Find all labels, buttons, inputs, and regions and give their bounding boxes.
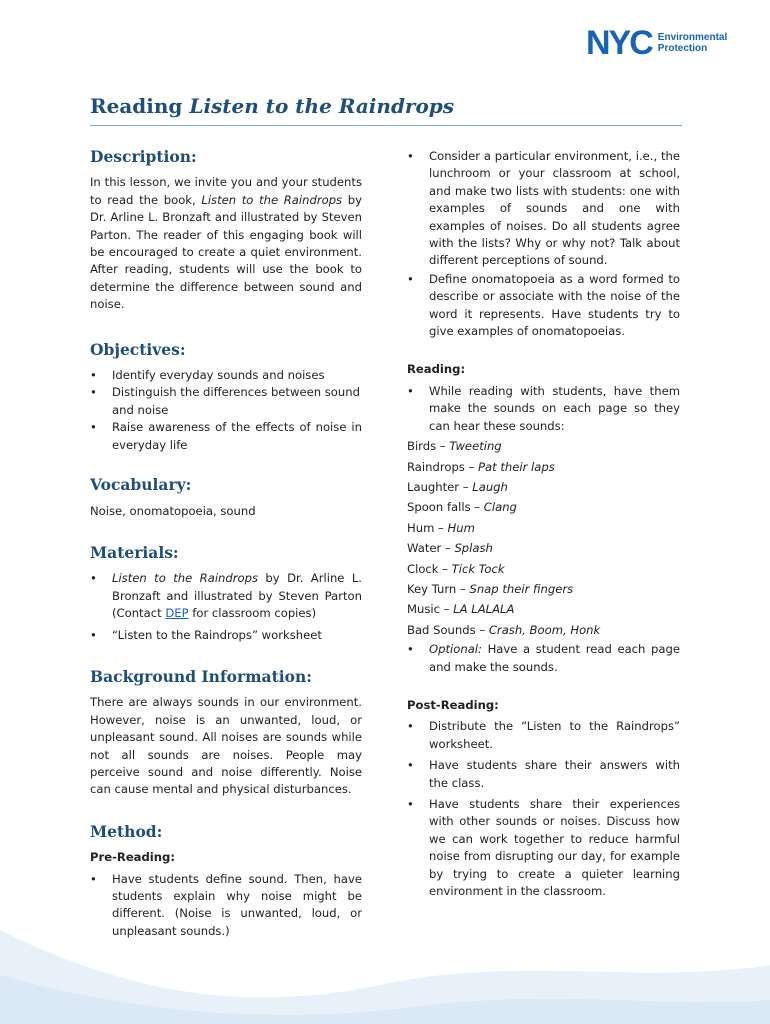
sound-pair [407,497,680,517]
reading-optional-list [407,641,680,676]
materials-list [90,570,362,644]
dash: – [464,459,479,474]
title-prefix: Reading [90,94,190,118]
title-book: Listen to the Raindrops [189,94,455,118]
dash: – [475,622,489,637]
method-heading: Method: [90,821,163,841]
pre-reading-list-continued [407,148,680,340]
sound-source: Water [407,541,442,556]
post-reading-item: • Distribute the “Listen to the Raindrops” worksheet. [407,718,680,753]
sound-action: Splash [454,541,493,556]
dash: – [440,602,454,617]
sound-source: Laughter [407,479,460,494]
material-text-part: by Dr. Arline L. Bronzaft and illustrated by Steven Parton (Contact [112,571,362,621]
logo-line-2: Protection [657,43,708,54]
pre-reading-heading: Pre-Reading: [90,850,175,865]
reading-list [407,383,680,435]
sound-action: Pat their laps [478,459,555,474]
pre-reading-item: • Consider a particular environment, i.e., the lunchroom or your classroom at school, and make two lists with students: one with examples of sounds and one with examples of noises. Do all students agree with the lists? Why or why not? Talk about different perceptions of sound. [407,148,680,270]
material-item [90,570,362,622]
sound-action: Tweeting [449,439,502,454]
objective-item: • Identify everyday sounds and noises [90,367,362,384]
objectives-list [90,367,362,454]
background-text: There are always sounds in our environment. However, noise is an unwanted, loud, or unpleasant sound. All noises are sounds while not all sounds are noises. People may perceive sound and noise differently. Noise can cause mental and physical disturbances. [90,695,362,797]
description-heading: Description: [90,147,197,166]
vocabulary-section [90,476,362,520]
sound-pair [407,559,680,579]
reading-heading: Reading: [407,362,466,377]
sound-source: Hum [407,520,435,535]
post-reading-item: • Have students share their experiences with other sounds or noises. Discuss how we can work together to reduce harmful noise from disrupting our day, for example by trying to create a quieter learning environment in the classroom. [407,796,680,900]
objectives-section [90,341,362,454]
sound-source: Music [407,602,440,617]
description-text [90,174,362,313]
pre-reading-list [90,871,362,941]
sound-action: Snap their fingers [469,581,574,596]
objective-item: • Distinguish the differences between sound and noise [90,384,362,419]
sound-action: LA LALALA [453,602,515,617]
nyc-logo-wordmark: NYC [586,24,652,62]
material-text-part: for classroom copies) [188,606,317,621]
logo-subtitle [658,32,727,54]
sound-source: Bad Sounds [407,622,476,637]
post-reading-section [407,697,680,900]
post-reading-item: • Have students share their answers with the class. [407,757,680,792]
objectives-heading: Objectives: [90,339,186,359]
page-title [90,94,454,118]
sound-pair [407,436,680,456]
sound-pair [407,599,680,619]
sound-action: Hum [447,520,475,535]
reading-intro-item: • While reading with students, have them make the sounds on each page so they can hear these sounds: [407,383,680,435]
logo-line-1: Environmental [657,32,728,43]
sound-source: Raindrops [407,459,465,474]
sound-pairs [407,436,680,640]
materials-section [90,544,362,644]
dash: – [436,439,450,454]
sound-pair [407,620,680,640]
reading-optional-item [407,641,680,676]
sound-pair [407,477,680,497]
description-text-part: by Dr. Arline L. Bronzaft and illustrated by Steven Parton. The reader of this engaging book will be encouraged to create a quiet environment. After reading, students will use the book to determine the difference between sound and noise. [90,192,362,312]
background-heading: Background Information: [90,666,312,686]
vocabulary-text: Noise, onomatopoeia, sound [90,503,256,518]
sound-action: Tick Tock [451,561,505,576]
sound-source: Birds [407,439,437,454]
vocabulary-heading: Vocabulary: [90,475,192,495]
pre-reading-item: • Define onomatopoeia as a word formed to describe or associate with the noise of the word it represents. Have students try to give examples of onomatopoeias. [407,271,680,341]
dash: – [434,520,448,535]
title-divider [90,125,682,126]
dash: – [459,479,473,494]
sound-pair [407,579,680,599]
dep-contact-link[interactable]: DEP [165,606,189,621]
objective-item: • Raise awareness of the effects of noise in everyday life [90,419,362,454]
sound-pair [407,538,680,558]
right-column [407,148,680,900]
method-section [90,823,362,940]
sound-source: Key Turn [407,581,457,596]
description-section [90,148,362,314]
optional-text: Have a student read each page and make the sounds. [429,642,680,674]
material-item: • “Listen to the Raindrops” worksheet [90,627,362,644]
sound-action: Laugh [472,479,508,494]
dash: – [470,500,484,515]
dash: – [438,561,452,576]
post-reading-list [407,718,680,900]
sound-pair [407,518,680,538]
sound-pair [407,457,680,477]
nyc-dep-logo [586,24,728,62]
description-text-part: In this lesson, we invite you and your students to read the book, [90,175,362,207]
pre-reading-item: • Have students define sound. Then, have students explain why noise might be different. (Noise is unwanted, loud, or unpleasant sounds.) [90,871,362,941]
optional-label: Optional: [429,642,482,657]
sound-action: Crash, Boom, Honk [488,622,601,637]
materials-heading: Materials: [90,542,179,562]
sound-source: Clock [407,561,439,576]
material-book-title: Listen to the Raindrops [112,571,259,586]
dash: – [456,581,470,596]
post-reading-heading: Post-Reading: [407,697,499,712]
left-column [90,148,362,940]
sound-source: Spoon falls [407,500,471,515]
sound-action: Clang [483,500,517,515]
reading-section [407,361,680,676]
background-section [90,668,362,799]
description-book-title: Listen to the Raindrops [201,192,343,207]
dash: – [441,541,455,556]
